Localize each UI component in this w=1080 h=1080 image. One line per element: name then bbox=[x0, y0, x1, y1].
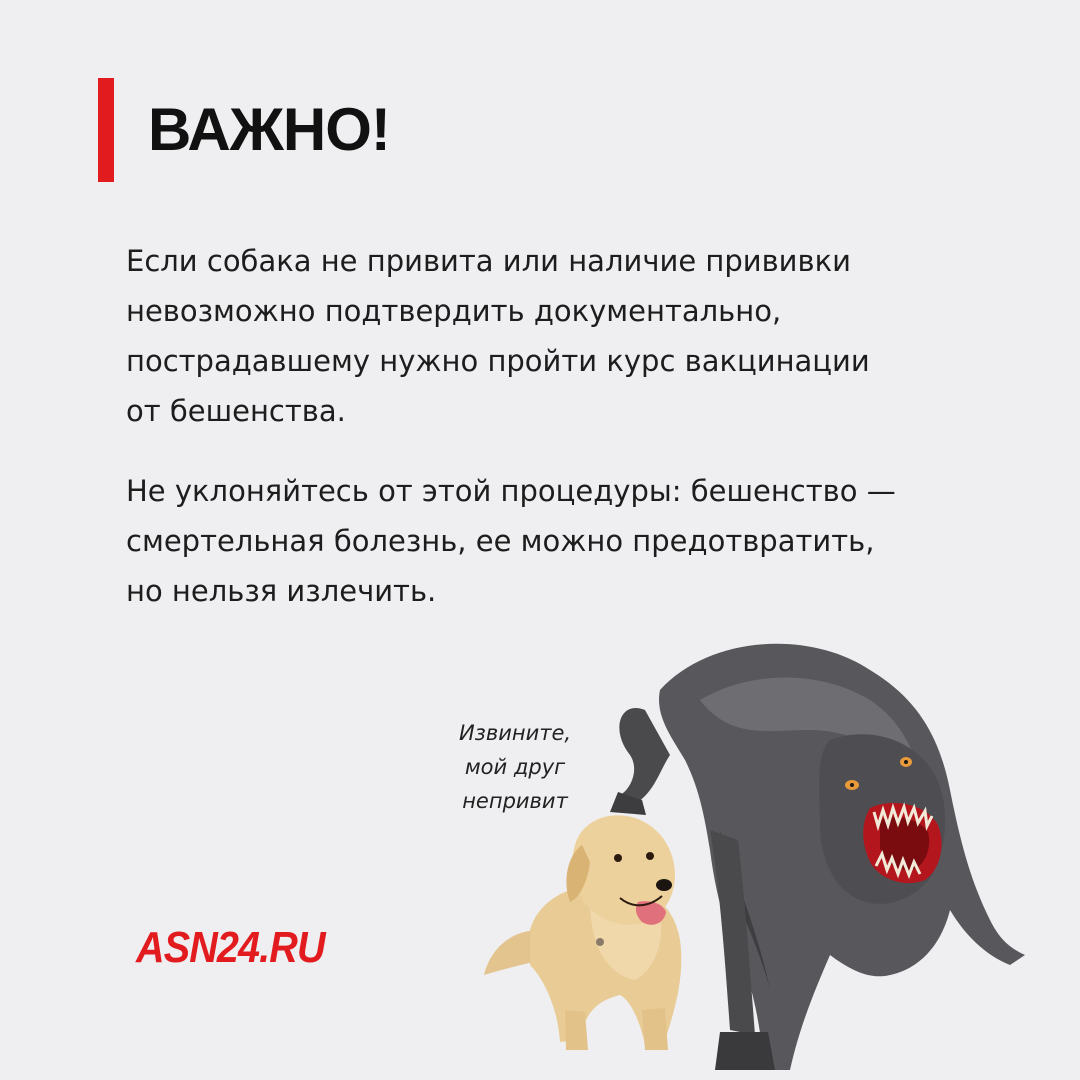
caption-line: Извините, bbox=[458, 721, 572, 745]
paragraph-line: Если собака не привита или наличие прививки bbox=[126, 244, 851, 278]
paragraph-1 bbox=[126, 236, 1006, 436]
dog-and-werewolf-illustration bbox=[470, 630, 1050, 1080]
paragraph-line: пострадавшему нужно пройти курс вакцинации bbox=[126, 344, 870, 378]
paragraph-line: невозможно подтвердить документально, bbox=[126, 294, 782, 328]
golden-retriever-dog bbox=[484, 815, 681, 1050]
paragraph-2 bbox=[126, 466, 1006, 616]
heading: ВАЖНО! bbox=[148, 96, 390, 163]
paragraph-line: Не уклоняйтесь от этой процедуры: бешенство — bbox=[126, 474, 896, 508]
paragraph-line: смертельная болезнь, ее можно предотвратить, bbox=[126, 524, 875, 558]
caption-line: непривит bbox=[462, 789, 568, 813]
paragraph-line: но нельзя излечить. bbox=[126, 574, 437, 608]
brand-logo: ASN24.RU bbox=[136, 923, 325, 972]
paragraph-line: от бешенства. bbox=[126, 394, 346, 428]
accent-bar bbox=[98, 78, 114, 182]
caption-line: мой друг bbox=[464, 755, 566, 779]
